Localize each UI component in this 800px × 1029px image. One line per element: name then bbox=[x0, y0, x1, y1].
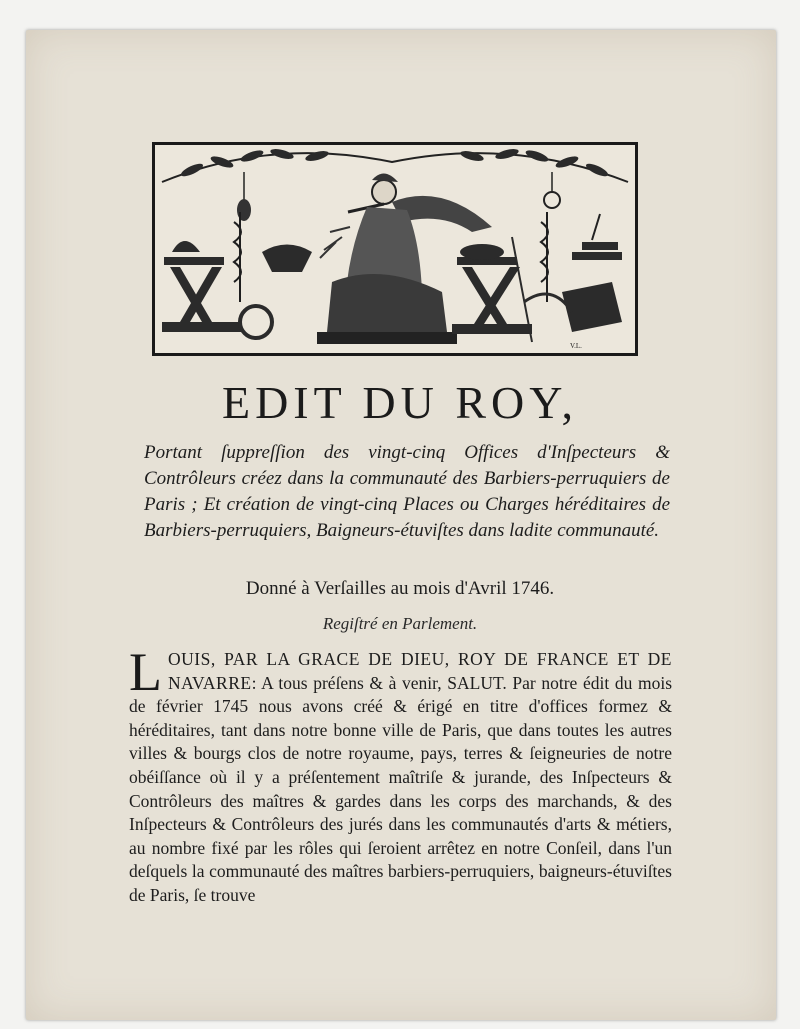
given-date-line: Donné à Verſailles au mois d'Avril 1746. bbox=[245, 578, 555, 599]
opening-formula: OUIS, PAR LA GRACE DE DIEU, ROY DE FRANCE ET DE NAVARRE bbox=[168, 649, 672, 693]
vignette-signature: V.L. bbox=[570, 342, 582, 350]
woodcut-vignette bbox=[152, 142, 638, 356]
drop-cap: L bbox=[129, 642, 162, 702]
edict-body bbox=[129, 642, 672, 908]
edict-subtitle: Portant ſuppreſſion des vingt-cinq Offices d'Inſpecteurs & Contrôleurs créez dans la communauté des Barbiers-perruquiers de Paris ; Et création de vingt-cinq Places ou Charges héréditaires de Barbiers-perruquiers, Baigneurs-étuviſtes dans ladite communauté. bbox=[144, 442, 670, 541]
registration-note: Regiſtré en Parlement. bbox=[322, 614, 478, 633]
edict-title: EDIT DU ROY, bbox=[221, 377, 579, 428]
body-text: : A tous préſens & à venir, SALUT. Par notre édit du mois de février 1745 nous avons créé & érigé en titre d'offices formez & héréditaires, tant dans notre bonne ville de Paris, que dans toutes les autres villes & bourgs clos de notre royaume, pays, terres & ſeigneuries de notre obéiſſance où il y a préſentement maîtriſe & jurande, des Inſpecteurs & Contrôleurs des maîtres & gardes dans les corps des marchands, & des Inſpecteurs & Contrôleurs des jurés dans les communautés d'arts & métiers, au nombre fixé par les rôles qui ſeroient arrêtez en notre Conſeil, dans l'un deſquels la communauté des maîtres barbiers-perruquiers, baigneurs-étuviſtes de Paris, ſe trouve bbox=[129, 672, 672, 905]
